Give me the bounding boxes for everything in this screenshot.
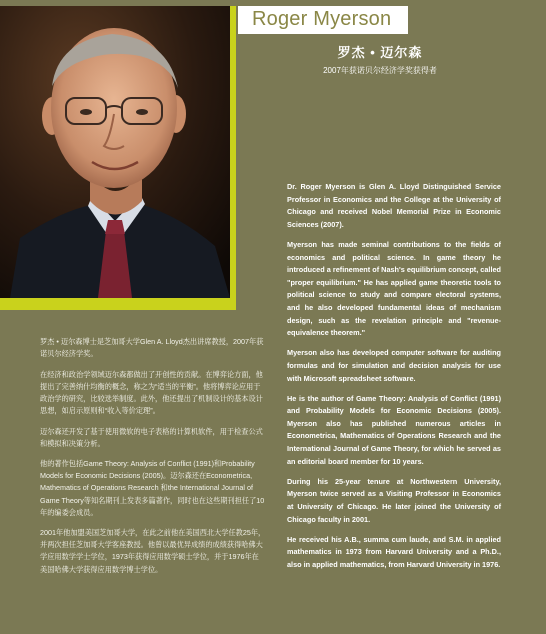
chinese-paragraph: 罗杰 • 迈尔森博士是芝加哥大学Glen A. Lloyd杰出讲席教授，2007年获诺贝尔经济学奖。 [40,337,264,359]
subtitle-chinese: 2007年获诺贝尔经济学奖获得者 [323,66,437,75]
english-paragraph: He received his A.B., summa cum laude, and S.M. in applied mathematics in 1973 from Harvard University and a Ph.D., also in applied mathematics, from Harvard University in 1976. [287,534,501,569]
name-tab [238,6,408,34]
name-chinese: 罗杰 • 迈尔森 [337,45,423,60]
english-paragraph: He is the author of Game Theory: Analysis of Conflict (1991) and Probability Models for Economic Decisions (2005). Myerson also has published numerous articles in Econometrica, Mathematics of Operations Research and the International Journal of Game Theory, for which he served as an editorial board member for 10 years. [287,393,501,466]
english-paragraph: Myerson also has developed computer software for auditing formulas and for simulation and decision analysis for use with Microsoft spreadsheet software. [287,348,501,383]
chinese-paragraph: 他的著作包括Game Theory: Analysis of Conflict (1991)和Probability Models for Economic Decisions (2005)。迈尔森还在Econometrica, Mathematics of Operations Research 和the International Journal of Game Theory等知名期刊上发表多篇著作，同时也在这些期刊担任了10年的编委会成员。 [40,459,265,517]
english-paragraph: During his 25-year tenure at Northwestern University, Myerson twice served as a Visiting Professor in Economics at University of Chicago. He later joined the University of Chicago faculty in 2001. [287,476,501,524]
english-paragraph: Dr. Roger Myerson is Glen A. Lloyd Distinguished Service Professor in Economics and the College at the University of Chicago and received Nobel Memorial Prize in Economic Sciences (2007). [287,182,501,229]
portrait-illustration [0,6,230,298]
name-english: Roger Myerson [252,8,392,30]
english-paragraph: Myerson has made seminal contributions to the fields of economics and political science. In game theory he introduced a refinement of Nash's equilibrium concept, called "proper equilibrium." He has applied game theoretic tools to political science to study and compare electoral systems, and he also developed fundamental ideas of mechanism design, such as the revelation principle and "revenue-equivalence theorem." [287,239,501,338]
chinese-paragraph: 2001年他加盟美国芝加哥大学，在此之前他在美国西北大学任教25年，并两次担任芝加哥大学客座教授。他曾以最优异成绩的成绩获得哈佛大学应用数学学士学位，1973年获得应用数学硕士学位，并于1976年在美国哈佛大学获得应用数学博士学位。 [40,528,266,574]
chinese-paragraph: 迈尔森还开发了基于使用微软的电子表格的计算机软件，用于检查公式和模拟和决策分析。 [40,426,263,448]
chinese-paragraph: 在经济和政治学领域迈尔森都做出了开创性的贡献。在博弈论方面，他提出了完善纳什均衡的概念，称之为“适当的平衡”。他将博弈论应用于政治学的研究，比较选举制度。此外，他还提出了机制设计的基本设计思想，如启示原则和“收入等价定理”。 [40,369,263,415]
english-bio-column [287,181,501,579]
chinese-bio-column [40,336,266,584]
portrait-photo [0,6,230,298]
